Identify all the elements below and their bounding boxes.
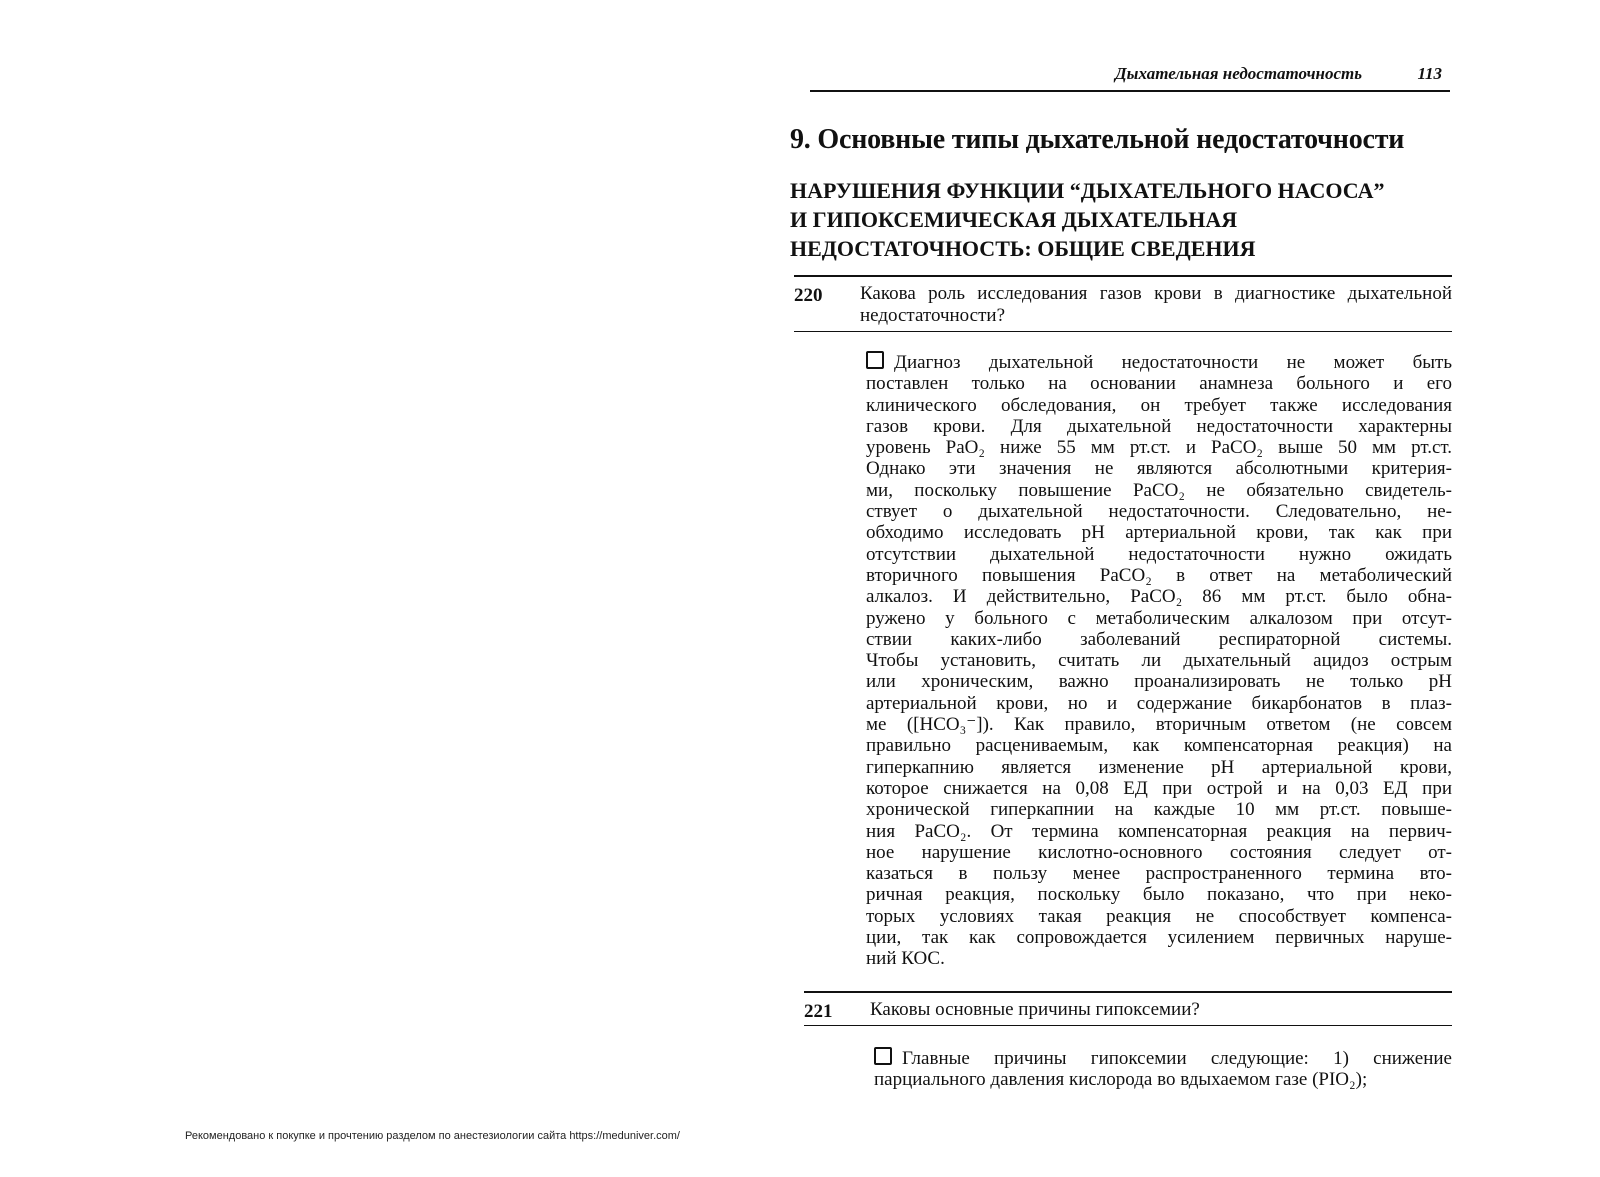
answer-line [866,650,1452,671]
question-number: 220 [794,285,823,306]
answer-line [866,437,1452,458]
answer-line [866,458,1452,479]
checkbox-icon [874,1047,892,1065]
answer-line-text: или хроническим, важно проанализировать не только pH [866,671,1452,693]
answer-line-text: Чтобы установить, считать ли дыхательный ацидоз острым [866,650,1452,672]
answer-line-text: ния PaCO₂. От термина компенсаторная реакция на первич- [866,820,1452,842]
answer-line [866,671,1452,692]
answer-line [866,629,1452,650]
checkbox-icon [866,351,884,369]
question-header [804,991,1452,1026]
answer-line-text: поставлен только на основании анамнеза больного и его [866,373,1452,395]
answer-line [866,693,1452,714]
answer-line-text: ружено у больного с метаболическим алкалозом при отсут- [866,607,1452,629]
answer-line [866,884,1452,905]
answer-line-text: газов крови. Для дыхательной недостаточности характерны [866,415,1452,437]
question-header [794,275,1452,332]
answer-text [874,1047,1452,1091]
answer-line [866,757,1452,778]
answer-line-text: обходимо исследовать pH артериальной крови, так как при [866,522,1452,544]
answer-line [866,395,1452,416]
answer-line [866,778,1452,799]
answer-line-text: ми, поскольку повышение PaCO₂ не обязательно свидетель- [866,479,1452,501]
answer-line [866,948,1452,969]
answer-line [866,799,1452,820]
answer-line-text: Однако эти значения не являются абсолютными критерия- [866,458,1452,480]
answer-line [874,1047,1452,1069]
answer-line [866,735,1452,756]
answer-line [866,821,1452,842]
question-number: 221 [804,1001,833,1022]
answer-line-text: парциального давления кислорода во вдыхаемом газе (PIO₂); [874,1069,1368,1091]
answer-line-text: алкалоз. И действительно, PaCO₂ 86 мм рт.ст. было обна- [866,586,1452,608]
answer-line [866,842,1452,863]
answer-line [866,373,1452,394]
answer-line [866,480,1452,501]
running-header [810,62,1450,92]
section-title-line: И ГИПОКСЕМИЧЕСКАЯ ДЫХАТЕЛЬНАЯ [790,207,1238,232]
answer-line-text: ции, так как сопровождается усилением первичных наруше- [866,927,1452,949]
answer-line [866,586,1452,607]
answer-line-text: вторичного повышения PaCO₂ в ответ на метаболический [866,564,1452,586]
answer-line-text: артериальной крови, но и содержание бикарбонатов в плаз- [866,692,1452,714]
answer-line [866,714,1452,735]
answer-line-text: Диагноз дыхательной недостаточности не может быть [894,352,1452,373]
answer-line [866,544,1452,565]
answer-line-text: ме ([HCO₃⁻]). Как правило, вторичным ответом (не совсем [866,714,1452,736]
page-number: 113 [1417,64,1442,83]
answer-line [866,927,1452,948]
book-page [790,0,1470,1177]
answer-line-text: Главные причины гипоксемии следующие: 1) снижение [902,1048,1452,1069]
question-text: Каковы основные причины гипоксемии? [870,999,1200,1020]
answer-line [874,1069,1452,1090]
section-title-line: НАРУШЕНИЯ ФУНКЦИИ “ДЫХАТЕЛЬНОГО НАСОСА” [790,178,1385,203]
answer-line-text: ствии каких-либо заболеваний респираторной системы. [866,628,1452,650]
answer-line-text: торых условиях такая реакция не способствует компенса- [866,905,1452,927]
answer-line-text: ричная реакция, поскольку было показано, что при неко- [866,884,1452,906]
section-title-line: НЕДОСТАТОЧНОСТЬ: ОБЩИЕ СВЕДЕНИЯ [790,236,1256,261]
answer-line [866,522,1452,543]
answer-line-text: ное нарушение кислотно-основного состояния следует от- [866,841,1452,863]
answer-line-text: казаться в пользу менее распространенного термина вто- [866,863,1452,885]
answer-line [866,608,1452,629]
answer-line-text: клинического обследования, он требует также исследования [866,394,1452,416]
answer-line [866,416,1452,437]
answer-line [866,906,1452,927]
answer-line-text: отсутствии дыхательной недостаточности нужно ожидать [866,543,1452,565]
answer-line-text: ний КОС. [866,948,945,970]
question-text: Какова роль исследования газов крови в диагностике дыхательной недостаточности? [860,283,1452,326]
answer-line-text: ствует о дыхательной недостаточности. Следовательно, не- [866,501,1452,523]
answer-line [866,501,1452,522]
answer-line [866,863,1452,884]
section-title [790,176,1470,263]
chapter-title: 9. Основные типы дыхательной недостаточности [790,124,1405,155]
answer-line-text: уровень PaO₂ ниже 55 мм рт.ст. и PaCO₂ выше 50 мм рт.ст. [866,437,1452,459]
running-title: Дыхательная недостаточность [1115,64,1362,83]
answer-line-text: которое снижается на 0,08 ЕД при острой и на 0,03 ЕД при [866,777,1452,799]
answer-line-text: правильно расцениваемым, как компенсаторная реакция) на [866,735,1452,757]
answer-line [866,351,1452,373]
footer-note: Рекомендовано к покупке и прочтению разделом по анестезиологии сайта https://meduniver.com/ [185,1130,680,1142]
answer-line-text: хронической гиперкапнии на каждые 10 мм рт.ст. повыше- [866,799,1452,821]
answer-line [866,565,1452,586]
answer-line-text: гиперкапнию является изменение pH артериальной крови, [866,756,1452,778]
answer-text [866,351,1452,970]
